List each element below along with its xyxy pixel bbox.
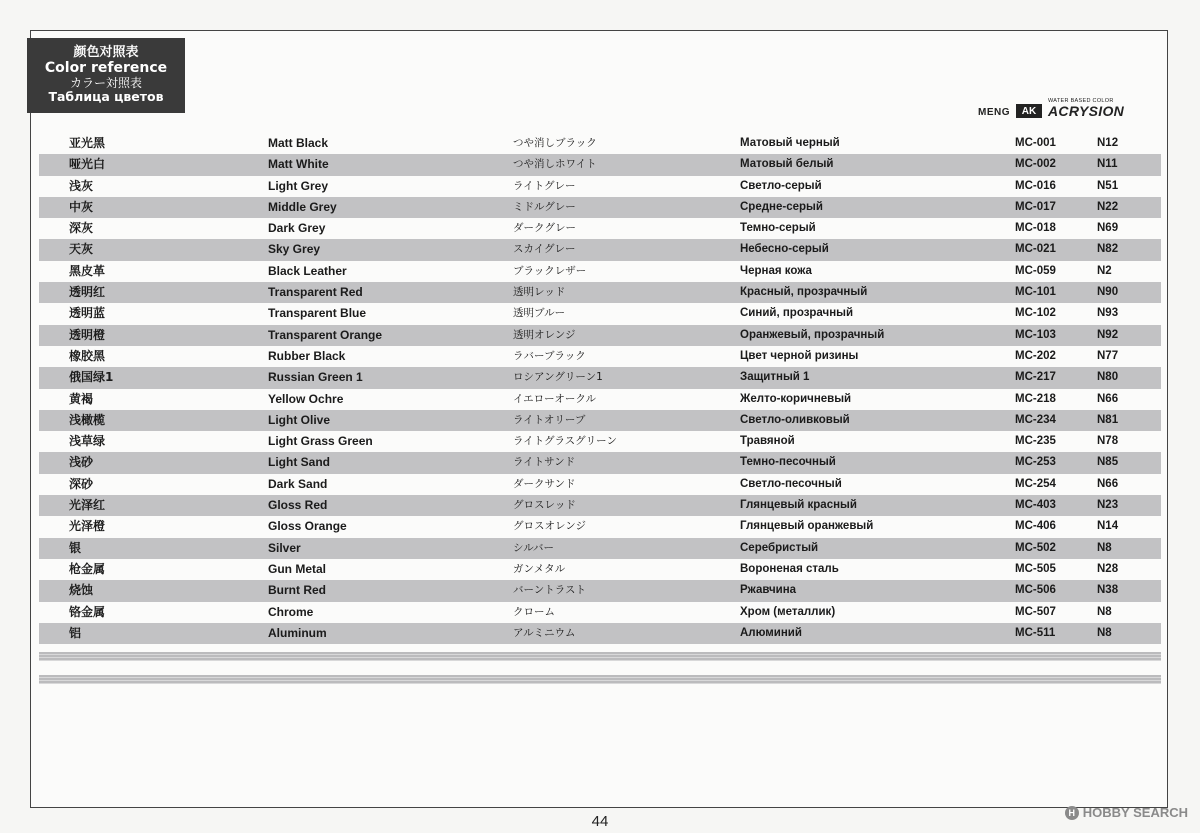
color-name-russian: Черная кожа	[740, 264, 812, 277]
color-name-japanese: ライトオリーブ	[513, 413, 586, 426]
divider-bar	[39, 675, 1161, 684]
ak-code: N81	[1097, 413, 1119, 426]
color-name-japanese: クローム	[513, 605, 555, 618]
hobby-search-watermark	[1065, 805, 1188, 820]
color-name-japanese: バーントラスト	[513, 584, 586, 597]
color-name-chinese: 深灰	[69, 221, 94, 236]
meng-code: MC-002	[1015, 158, 1056, 171]
color-row	[39, 197, 1161, 218]
color-name-chinese: 浅灰	[69, 178, 94, 193]
title-russian: Таблица цветов	[48, 89, 164, 105]
color-name-english: Gun Metal	[268, 561, 327, 576]
ak-code: N8	[1097, 626, 1112, 639]
color-name-chinese: 橡胶黑	[69, 348, 106, 363]
meng-code: MC-018	[1015, 222, 1056, 235]
meng-code: MC-202	[1015, 349, 1056, 362]
color-name-japanese: ライトサンド	[513, 456, 576, 469]
color-name-japanese: ライトグレー	[513, 179, 576, 192]
color-name-chinese: 浅砂	[69, 455, 94, 470]
color-row	[39, 516, 1161, 537]
color-name-russian: Матовый белый	[740, 158, 834, 171]
color-name-japanese: ガンメタル	[513, 562, 566, 575]
color-name-chinese: 透明红	[69, 285, 106, 300]
color-reference-table	[39, 133, 1161, 644]
title-japanese: カラー対照表	[69, 75, 142, 90]
meng-code: MC-511	[1015, 626, 1056, 639]
color-name-chinese: 透明蓝	[69, 306, 106, 321]
color-name-japanese: ブラックレザー	[513, 264, 587, 277]
ak-code: N22	[1097, 200, 1119, 213]
color-row	[39, 325, 1161, 346]
ak-code: N92	[1097, 328, 1119, 341]
color-name-english: Gloss Orange	[268, 519, 347, 534]
ak-code: N11	[1097, 158, 1118, 171]
color-name-english: Rubber Black	[268, 348, 346, 363]
ak-code: N8	[1097, 605, 1112, 618]
meng-code: MC-103	[1015, 328, 1056, 341]
color-name-russian: Красный, прозрачный	[740, 286, 868, 299]
ak-code: N2	[1097, 264, 1112, 277]
color-row	[39, 346, 1161, 367]
meng-code: MC-102	[1015, 307, 1056, 320]
color-name-chinese: 俄国绿1	[69, 370, 114, 385]
ak-code: N80	[1097, 371, 1119, 384]
color-name-chinese: 深砂	[69, 476, 94, 491]
meng-code: MC-217	[1015, 371, 1056, 384]
color-name-chinese: 枪金属	[69, 561, 106, 576]
color-name-english: Matt White	[268, 157, 329, 172]
meng-code: MC-505	[1015, 562, 1056, 575]
color-name-chinese: 哑光白	[69, 157, 106, 172]
color-row	[39, 602, 1161, 623]
title-english: Color reference	[44, 60, 168, 77]
color-name-russian: Цвет черной ризины	[740, 349, 859, 362]
color-name-japanese: グロスレッド	[513, 499, 576, 512]
acrysion-wordmark: ACRYSION	[1048, 103, 1125, 119]
meng-code: MC-234	[1015, 413, 1056, 426]
color-row	[39, 218, 1161, 239]
meng-logo: MENG	[978, 107, 1010, 118]
color-name-english: Light Grey	[268, 178, 329, 193]
color-row	[39, 133, 1161, 154]
ak-code: N82	[1097, 243, 1119, 256]
ak-code: N8	[1097, 541, 1112, 554]
meng-code: MC-506	[1015, 584, 1056, 597]
color-name-english: Aluminum	[268, 625, 327, 640]
color-name-japanese: 透明レッド	[513, 286, 566, 299]
title-chinese: 颜色对照表	[73, 45, 139, 61]
color-name-english: Silver	[268, 540, 301, 555]
meng-code: MC-017	[1015, 200, 1056, 213]
color-name-english: Dark Sand	[268, 476, 328, 491]
color-name-chinese: 黑皮革	[69, 263, 106, 278]
color-row	[39, 261, 1161, 282]
color-name-japanese: 透明オレンジ	[513, 328, 576, 341]
meng-code: MC-235	[1015, 435, 1056, 448]
color-reference-title-box	[27, 38, 185, 113]
color-name-japanese: グロスオレンジ	[513, 520, 586, 533]
meng-code: MC-101	[1015, 286, 1056, 299]
color-name-russian: Травяной	[740, 435, 795, 448]
color-name-chinese: 浅橄榄	[69, 412, 106, 427]
color-name-chinese: 亚光黑	[69, 136, 106, 150]
color-name-chinese: 中灰	[69, 199, 94, 214]
color-row	[39, 559, 1161, 580]
color-row	[39, 410, 1161, 431]
color-name-english: Transparent Blue	[268, 306, 367, 321]
color-name-russian: Вороненая сталь	[740, 562, 839, 575]
color-name-russian: Небесно-серый	[740, 243, 829, 256]
color-row	[39, 154, 1161, 175]
color-name-english: Yellow Ochre	[268, 391, 344, 406]
color-name-english: Gloss Red	[268, 498, 328, 513]
color-name-russian: Глянцевый оранжевый	[740, 520, 874, 533]
color-name-chinese: 铝	[69, 625, 82, 640]
ak-code: N69	[1097, 222, 1119, 235]
meng-code: MC-253	[1015, 456, 1056, 469]
meng-code: MC-218	[1015, 392, 1056, 405]
color-name-japanese: 透明ブルー	[513, 307, 566, 320]
color-name-english: Transparent Orange	[268, 327, 383, 342]
color-name-chinese: 银	[69, 540, 82, 555]
color-name-chinese: 黄褐	[69, 391, 94, 406]
ak-code: N12	[1097, 137, 1119, 149]
meng-code: MC-059	[1015, 264, 1056, 277]
color-name-chinese: 烧蚀	[69, 583, 94, 598]
color-name-japanese: イエローオークル	[513, 392, 597, 405]
color-name-russian: Темно-песочный	[740, 456, 836, 469]
color-name-english: Chrome	[268, 604, 314, 619]
watermark-text: HOBBY SEARCH	[1082, 805, 1188, 820]
color-name-russian: Средне-серый	[740, 200, 823, 213]
meng-code: MC-406	[1015, 520, 1056, 533]
color-name-japanese: ダークグレー	[513, 222, 576, 235]
color-name-russian: Оранжевый, прозрачный	[740, 328, 885, 341]
ak-code: N93	[1097, 307, 1119, 320]
color-name-english: Light Grass Green	[268, 434, 373, 449]
meng-code: MC-254	[1015, 477, 1056, 490]
ak-code: N28	[1097, 562, 1119, 575]
color-row	[39, 623, 1161, 644]
meng-code: MC-016	[1015, 179, 1056, 192]
meng-code: MC-502	[1015, 541, 1056, 554]
color-name-russian: Желто-коричневый	[740, 392, 852, 405]
ak-code: N51	[1097, 179, 1119, 192]
color-name-english: Light Sand	[268, 455, 330, 470]
color-name-english: Sky Grey	[268, 242, 321, 257]
color-name-japanese: ロシアングリーン1	[513, 371, 603, 384]
color-name-russian: Защитный 1	[740, 371, 810, 384]
ak-code: N66	[1097, 477, 1119, 490]
color-name-chinese: 光泽橙	[69, 519, 106, 534]
color-row	[39, 495, 1161, 516]
page-number: 44	[591, 813, 609, 830]
meng-code: MC-403	[1015, 499, 1056, 512]
color-name-russian: Темно-серый	[740, 222, 816, 235]
color-row	[39, 431, 1161, 452]
color-name-japanese: ラバーブラック	[513, 349, 586, 362]
acrysion-subtitle: WATER BASED COLOR	[1048, 98, 1114, 104]
color-name-russian: Светло-песочный	[740, 477, 842, 490]
ak-code: N90	[1097, 286, 1119, 299]
meng-code: MC-001	[1015, 137, 1056, 149]
brand-logos	[978, 98, 1124, 118]
ak-code: N77	[1097, 349, 1119, 362]
color-row	[39, 580, 1161, 601]
ak-code: N85	[1097, 456, 1119, 469]
color-name-japanese: つや消しブラック	[513, 137, 597, 149]
meng-code: MC-507	[1015, 605, 1056, 618]
meng-code: MC-021	[1015, 243, 1056, 256]
color-name-english: Light Olive	[268, 412, 331, 427]
ak-code: N38	[1097, 584, 1119, 597]
color-row	[39, 538, 1161, 559]
color-name-chinese: 铬金属	[69, 604, 106, 619]
color-name-english: Matt Black	[268, 136, 329, 150]
color-row	[39, 389, 1161, 410]
color-row	[39, 239, 1161, 260]
color-row	[39, 474, 1161, 495]
ak-code: N78	[1097, 435, 1119, 448]
color-name-russian: Серебристый	[740, 541, 819, 554]
color-name-english: Transparent Red	[268, 285, 363, 300]
color-name-russian: Алюминий	[740, 626, 802, 639]
color-name-english: Burnt Red	[268, 583, 326, 598]
color-name-japanese: スカイグレー	[513, 243, 576, 256]
ak-code: N23	[1097, 499, 1119, 512]
color-name-russian: Глянцевый красный	[740, 499, 857, 512]
color-name-chinese: 天灰	[69, 242, 94, 257]
color-row	[39, 303, 1161, 324]
hobby-search-logo-icon: H	[1065, 806, 1079, 820]
color-name-chinese: 光泽红	[69, 498, 106, 513]
color-row	[39, 176, 1161, 197]
color-name-russian: Синий, прозрачный	[740, 307, 854, 320]
color-name-english: Middle Grey	[268, 199, 337, 214]
color-name-russian: Светло-оливковый	[740, 413, 850, 426]
color-name-english: Russian Green 1	[268, 370, 363, 385]
color-name-chinese: 浅草绿	[69, 434, 106, 449]
ak-logo: AK	[1016, 104, 1042, 118]
color-row	[39, 452, 1161, 473]
color-name-russian: Хром (металлик)	[740, 605, 836, 618]
color-name-japanese: アルミニウム	[513, 626, 576, 639]
color-name-russian: Матовый черный	[740, 137, 840, 149]
color-row	[39, 282, 1161, 303]
color-name-japanese: ダークサンド	[513, 477, 576, 490]
divider-bar	[39, 652, 1161, 661]
color-name-english: Black Leather	[268, 263, 347, 278]
color-name-english: Dark Grey	[268, 221, 326, 236]
acrysion-logo	[1048, 98, 1124, 118]
color-name-chinese: 透明橙	[69, 327, 106, 342]
color-name-japanese: シルバー	[513, 541, 555, 554]
ak-code: N14	[1097, 520, 1119, 533]
color-name-russian: Ржавчина	[740, 584, 797, 597]
color-row	[39, 367, 1161, 388]
color-name-russian: Светло-серый	[740, 179, 822, 192]
color-name-japanese: つや消しホワイト	[513, 158, 597, 171]
color-name-japanese: ミドルグレー	[513, 200, 576, 213]
ak-code: N66	[1097, 392, 1119, 405]
color-name-japanese: ライトグラスグリーン	[513, 435, 617, 448]
